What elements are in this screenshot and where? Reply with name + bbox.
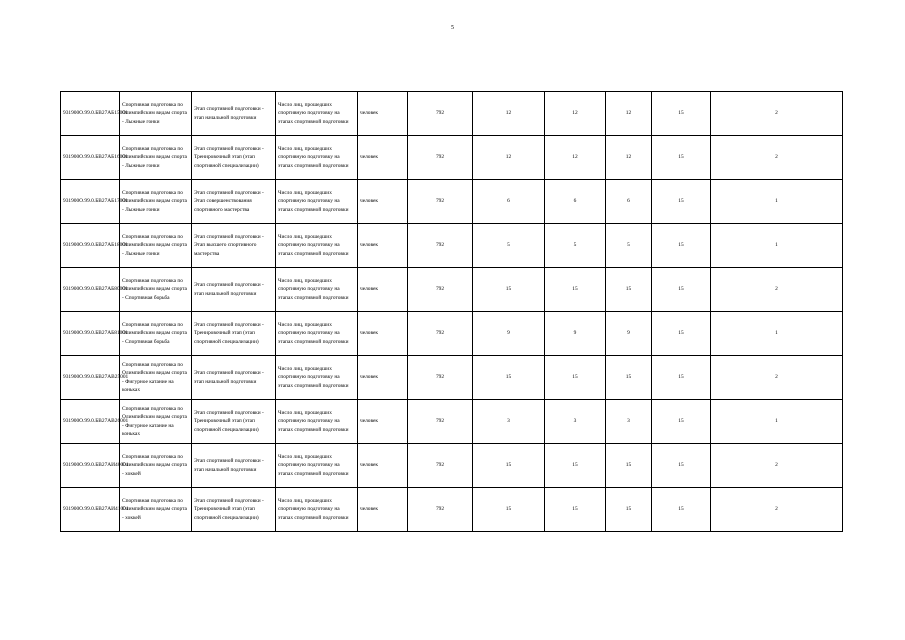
cell-value-year-2: 5	[545, 224, 606, 268]
cell-indicator-name: Число лиц, прошедших спортивную подготовку на этапах спортивной подготовки	[276, 92, 358, 136]
cell-service-condition: Этап спортивной подготовки - Тренировочный этап (этап спортивной специализации)	[192, 400, 276, 444]
cell-service-content: Спортивная подготовка по Олимпийским видам спорта - Фигурное катание на коньках	[120, 400, 192, 444]
cell-service-content: Спортивная подготовка по Олимпийским видам спорта - хоккей	[120, 488, 192, 532]
table-row	[61, 444, 843, 488]
cell-service-content: Спортивная подготовка по Олимпийским видам спорта - хоккей	[120, 444, 192, 488]
cell-deviation-absolute: 2	[711, 136, 843, 180]
cell-okei-code: 792	[408, 268, 473, 312]
cell-service-content: Спортивная подготовка по Олимпийским видам спорта - Лыжные гонки	[120, 136, 192, 180]
cell-registry-code: 931900О.99.0.БВ27АБ16001	[61, 136, 120, 180]
cell-registry-code: 931900О.99.0.БВ27АИ40001	[61, 444, 120, 488]
cell-okei-code: 792	[408, 444, 473, 488]
cell-value-year-2: 3	[545, 400, 606, 444]
cell-service-content: Спортивная подготовка по Олимпийским видам спорта - Спортивная борьба	[120, 312, 192, 356]
cell-okei-code: 792	[408, 136, 473, 180]
cell-service-condition: Этап спортивной подготовки - Тренировочный этап (этап спортивной специализации)	[192, 488, 276, 532]
cell-value-year-1: 5	[473, 224, 545, 268]
cell-indicator-name: Число лиц, прошедших спортивную подготовку на этапах спортивной подготовки	[276, 356, 358, 400]
cell-registry-code: 931900О.99.0.БВ27АБ81001	[61, 312, 120, 356]
cell-value-year-2: 6	[545, 180, 606, 224]
cell-unit: человек	[358, 92, 408, 136]
cell-unit: человек	[358, 312, 408, 356]
cell-value-year-1: 12	[473, 136, 545, 180]
cell-value-year-3: 12	[606, 92, 652, 136]
cell-service-content: Спортивная подготовка по Олимпийским видам спорта - Фигурное катание на коньках	[120, 356, 192, 400]
table-row	[61, 268, 843, 312]
cell-deviation-absolute: 2	[711, 444, 843, 488]
cell-service-content: Спортивная подготовка по Олимпийским видам спорта - Лыжные гонки	[120, 224, 192, 268]
cell-indicator-name: Число лиц, прошедших спортивную подготовку на этапах спортивной подготовки	[276, 312, 358, 356]
cell-registry-code: 931900О.99.0.БВ27АБ18001	[61, 224, 120, 268]
cell-deviation-absolute: 2	[711, 92, 843, 136]
cell-service-condition: Этап спортивной подготовки - Этап совершенствования спортивного мастерства	[192, 180, 276, 224]
cell-deviation-percent: 15	[652, 136, 711, 180]
cell-deviation-absolute: 1	[711, 224, 843, 268]
cell-registry-code: 931900О.99.0.БВ27АИ41001	[61, 488, 120, 532]
cell-unit: человек	[358, 136, 408, 180]
cell-value-year-3: 15	[606, 488, 652, 532]
cell-value-year-1: 15	[473, 356, 545, 400]
table-row	[61, 136, 843, 180]
cell-registry-code: 931900О.99.0.БВ27АВ26001	[61, 400, 120, 444]
cell-value-year-2: 15	[545, 356, 606, 400]
cell-deviation-percent: 15	[652, 92, 711, 136]
cell-indicator-name: Число лиц, прошедших спортивную подготовку на этапах спортивной подготовки	[276, 488, 358, 532]
cell-deviation-percent: 15	[652, 400, 711, 444]
cell-indicator-name: Число лиц, прошедших спортивную подготовку на этапах спортивной подготовки	[276, 400, 358, 444]
cell-value-year-2: 9	[545, 312, 606, 356]
cell-service-condition: Этап спортивной подготовки - этап начальной подготовки	[192, 444, 276, 488]
cell-okei-code: 792	[408, 312, 473, 356]
cell-indicator-name: Число лиц, прошедших спортивную подготовку на этапах спортивной подготовки	[276, 268, 358, 312]
cell-deviation-absolute: 1	[711, 180, 843, 224]
cell-service-condition: Этап спортивной подготовки - этап начальной подготовки	[192, 92, 276, 136]
cell-registry-code: 931900О.99.0.БВ27АБ17001	[61, 180, 120, 224]
table-row	[61, 92, 843, 136]
cell-value-year-3: 9	[606, 312, 652, 356]
cell-value-year-1: 12	[473, 92, 545, 136]
cell-deviation-percent: 15	[652, 312, 711, 356]
cell-service-condition: Этап спортивной подготовки - Этап высшего спортивного мастерства	[192, 224, 276, 268]
cell-service-content: Спортивная подготовка по Олимпийским видам спорта - Спортивная борьба	[120, 268, 192, 312]
cell-unit: человек	[358, 180, 408, 224]
cell-service-condition: Этап спортивной подготовки - этап начальной подготовки	[192, 356, 276, 400]
cell-deviation-percent: 15	[652, 224, 711, 268]
cell-value-year-1: 15	[473, 444, 545, 488]
cell-indicator-name: Число лиц, прошедших спортивную подготовку на этапах спортивной подготовки	[276, 224, 358, 268]
table-row	[61, 356, 843, 400]
cell-okei-code: 792	[408, 180, 473, 224]
cell-value-year-1: 3	[473, 400, 545, 444]
cell-value-year-3: 5	[606, 224, 652, 268]
cell-okei-code: 792	[408, 92, 473, 136]
cell-deviation-percent: 15	[652, 488, 711, 532]
cell-unit: человек	[358, 224, 408, 268]
cell-unit: человек	[358, 488, 408, 532]
cell-value-year-1: 15	[473, 488, 545, 532]
cell-unit: человек	[358, 268, 408, 312]
cell-okei-code: 792	[408, 224, 473, 268]
cell-value-year-2: 12	[545, 136, 606, 180]
cell-deviation-absolute: 1	[711, 312, 843, 356]
table-row	[61, 488, 843, 532]
cell-unit: человек	[358, 356, 408, 400]
cell-okei-code: 792	[408, 400, 473, 444]
cell-value-year-1: 6	[473, 180, 545, 224]
table-row	[61, 312, 843, 356]
cell-value-year-3: 3	[606, 400, 652, 444]
cell-deviation-absolute: 2	[711, 356, 843, 400]
cell-unit: человек	[358, 444, 408, 488]
cell-registry-code: 931900О.99.0.БВ27АВ25001	[61, 356, 120, 400]
page-number: 5	[451, 25, 454, 31]
cell-value-year-3: 12	[606, 136, 652, 180]
cell-value-year-2: 12	[545, 92, 606, 136]
cell-indicator-name: Число лиц, прошедших спортивную подготовку на этапах спортивной подготовки	[276, 444, 358, 488]
cell-deviation-percent: 15	[652, 268, 711, 312]
cell-value-year-1: 9	[473, 312, 545, 356]
cell-registry-code: 931900О.99.0.БВ27АБ15001	[61, 92, 120, 136]
cell-okei-code: 792	[408, 488, 473, 532]
services-indicator-table	[60, 91, 843, 532]
cell-okei-code: 792	[408, 356, 473, 400]
cell-registry-code: 931900О.99.0.БВ27АБ80001	[61, 268, 120, 312]
table-row	[61, 224, 843, 268]
table-row	[61, 180, 843, 224]
cell-service-content: Спортивная подготовка по Олимпийским видам спорта - Лыжные гонки	[120, 180, 192, 224]
cell-service-condition: Этап спортивной подготовки - Тренировочный этап (этап спортивной специализации)	[192, 312, 276, 356]
cell-value-year-2: 15	[545, 444, 606, 488]
cell-deviation-percent: 15	[652, 444, 711, 488]
cell-value-year-3: 15	[606, 444, 652, 488]
cell-service-condition: Этап спортивной подготовки - этап начальной подготовки	[192, 268, 276, 312]
cell-deviation-absolute: 2	[711, 488, 843, 532]
cell-indicator-name: Число лиц, прошедших спортивную подготовку на этапах спортивной подготовки	[276, 136, 358, 180]
cell-value-year-3: 6	[606, 180, 652, 224]
cell-unit: человек	[358, 400, 408, 444]
cell-deviation-percent: 15	[652, 180, 711, 224]
table-body	[61, 92, 843, 532]
cell-service-content: Спортивная подготовка по Олимпийским видам спорта - Лыжные гонки	[120, 92, 192, 136]
cell-deviation-absolute: 1	[711, 400, 843, 444]
cell-value-year-2: 15	[545, 488, 606, 532]
cell-value-year-3: 15	[606, 268, 652, 312]
cell-deviation-absolute: 2	[711, 268, 843, 312]
cell-value-year-3: 15	[606, 356, 652, 400]
cell-indicator-name: Число лиц, прошедших спортивную подготовку на этапах спортивной подготовки	[276, 180, 358, 224]
cell-service-condition: Этап спортивной подготовки - Тренировочный этап (этап спортивной специализации)	[192, 136, 276, 180]
table-row	[61, 400, 843, 444]
cell-value-year-1: 15	[473, 268, 545, 312]
cell-value-year-2: 15	[545, 268, 606, 312]
cell-deviation-percent: 15	[652, 356, 711, 400]
